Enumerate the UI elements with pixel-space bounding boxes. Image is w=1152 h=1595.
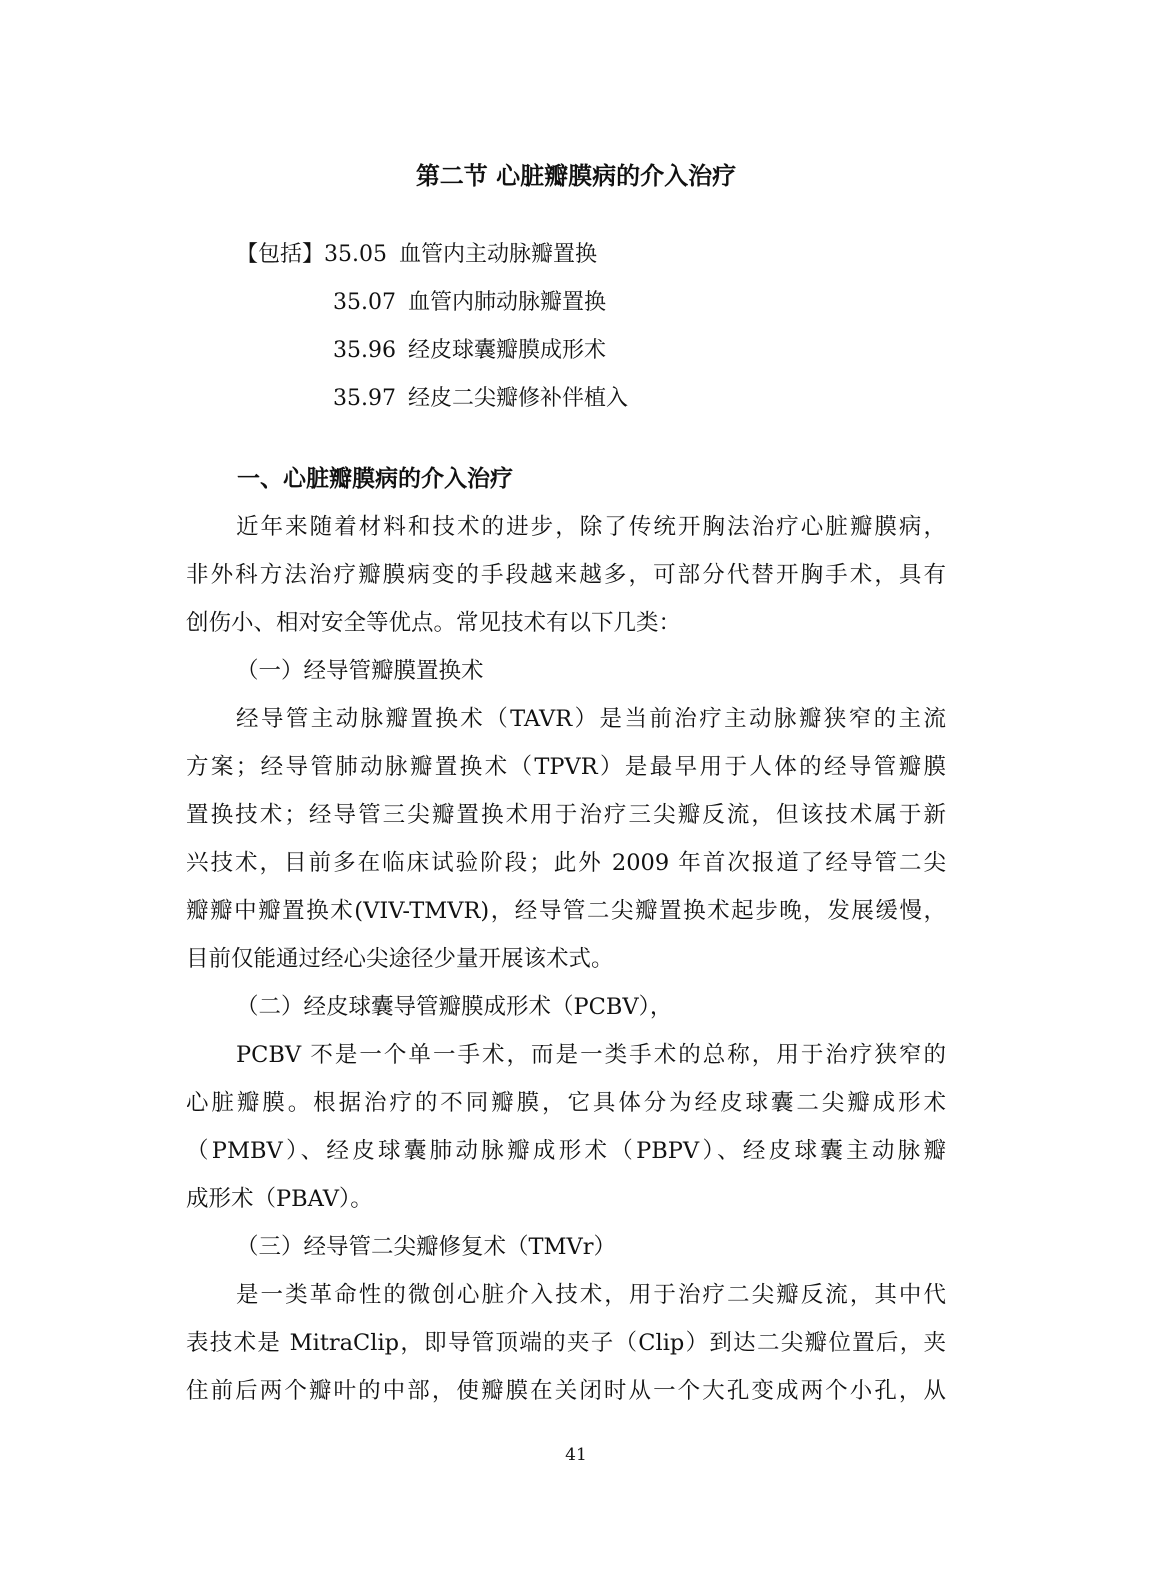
page-number: 41 [565,1445,587,1465]
body-line: （PMBV）、经皮球囊肺动脉瓣成形术（PBPV）、经皮球囊主动脉瓣 [186,1138,946,1164]
body-line: 是一类革命性的微创心脏介入技术，用于治疗二尖瓣反流，其中代 [236,1282,946,1308]
body-line: 兴技术，目前多在临床试验阶段；此外 2009 年首次报道了经导管二尖 [186,850,946,876]
subsection-heading: （二）经皮球囊导管瓣膜成形术（PCBV）， [236,994,673,1020]
includes-label: 【包括】 [236,242,325,267]
includes-text: 经皮二尖瓣修补伴植入 [407,386,628,411]
includes-row [236,240,597,270]
body-line: 目前仅能通过经心尖途径少量开展该术式。 [186,946,614,972]
subsection-heading: （一）经导管瓣膜置换术 [236,658,484,684]
includes-text: 经皮球囊瓣膜成形术 [407,338,606,363]
includes-code: 35.97 [333,386,396,411]
body-line: 心脏瓣膜。根据治疗的不同瓣膜，它具体分为经皮球囊二尖瓣成形术 [186,1090,946,1116]
includes-row [333,288,606,318]
body-line: 近年来随着材料和技术的进步，除了传统开胸法治疗心脏瓣膜病， [236,514,946,540]
includes-row [333,336,606,366]
body-line: 方案；经导管肺动脉瓣置换术（TPVR）是最早用于人体的经导管瓣膜 [186,754,946,780]
body-line: 经导管主动脉瓣置换术（TAVR）是当前治疗主动脉瓣狭窄的主流 [236,706,946,732]
body-line: 住前后两个瓣叶的中部，使瓣膜在关闭时从一个大孔变成两个小孔，从 [186,1378,946,1404]
body-line: 非外科方法治疗瓣膜病变的手段越来越多，可部分代替开胸手术，具有 [186,562,946,588]
body-line: 成形术（PBAV）。 [186,1186,373,1212]
includes-text: 血管内肺动脉瓣置换 [407,290,606,315]
includes-text: 血管内主动脉瓣置换 [399,242,598,267]
body-line: 表技术是 MitraClip，即导管顶端的夹子（Clip）到达二尖瓣位置后，夹 [186,1330,946,1356]
body-line: 瓣瓣中瓣置换术(VIV-TMVR)，经导管二尖瓣置换术起步晚，发展缓慢， [186,898,946,924]
includes-code: 35.07 [333,290,396,315]
includes-code: 35.96 [333,338,396,363]
body-line: 创伤小、相对安全等优点。常见技术有以下几类： [186,610,682,636]
page-title: 第二节 心脏瓣膜病的介入治疗 [415,162,737,190]
section-heading: 一、心脏瓣膜病的介入治疗 [237,466,513,492]
subsection-heading: （三）经导管二尖瓣修复术（TMVr） [236,1234,617,1260]
includes-row [333,384,628,414]
includes-code: 35.05 [324,242,387,267]
body-line: PCBV 不是一个单一手术，而是一类手术的总称，用于治疗狭窄的 [236,1042,946,1068]
body-line: 置换技术；经导管三尖瓣置换术用于治疗三尖瓣反流，但该技术属于新 [186,802,946,828]
